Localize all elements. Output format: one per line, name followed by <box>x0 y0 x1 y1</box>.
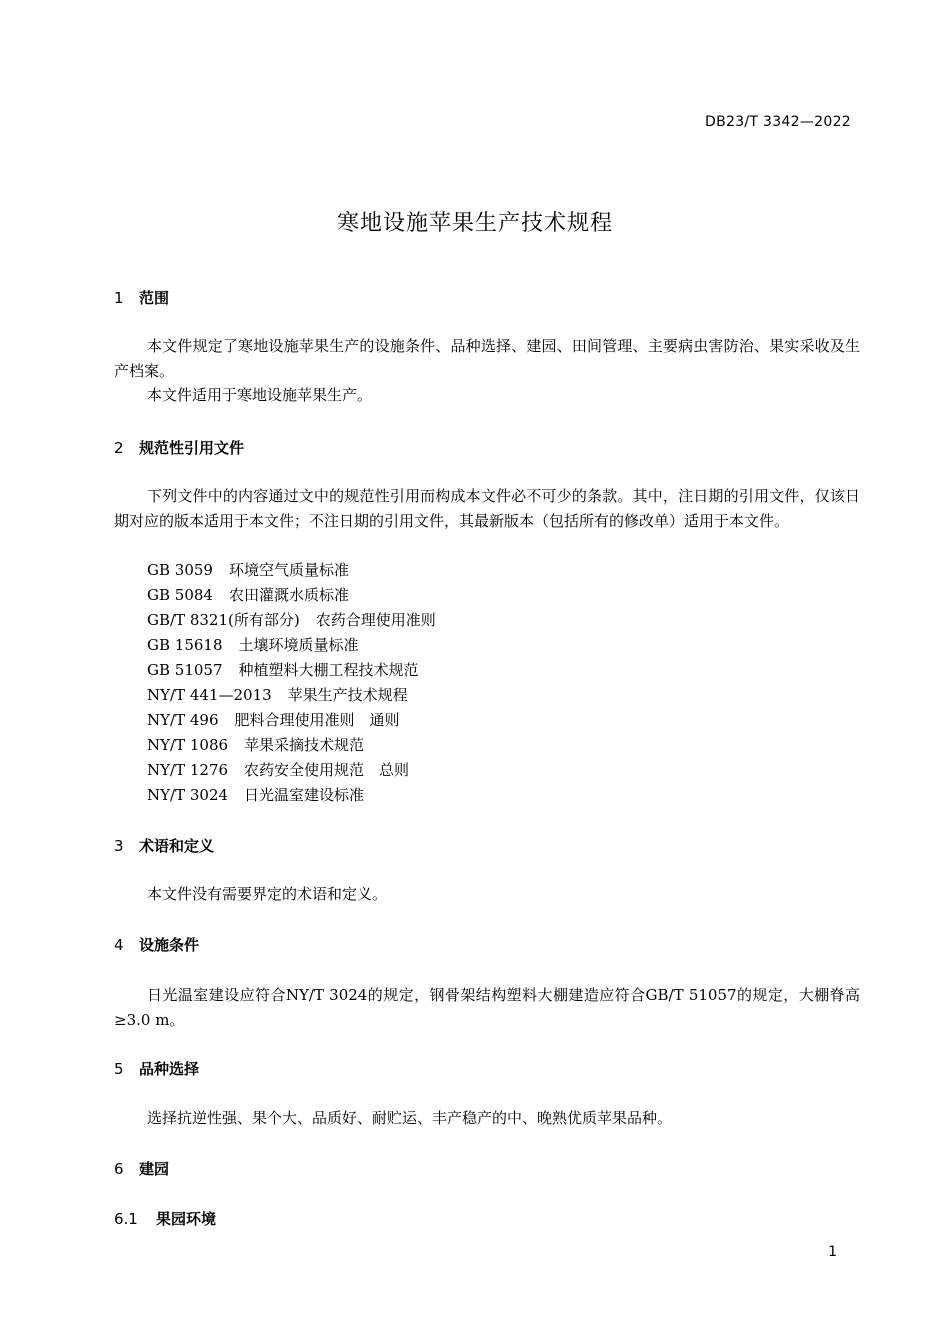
subsection-number: 6.1 <box>114 1210 138 1228</box>
reference-code: GB 15618 <box>147 636 223 654</box>
reference-code: NY/T 496 <box>147 711 219 729</box>
subsection-title: 果园环境 <box>156 1210 217 1228</box>
section-title: 建园 <box>139 1160 170 1178</box>
reference-item <box>147 759 409 781</box>
section-title: 设施条件 <box>139 936 200 954</box>
section-3-heading <box>114 835 214 856</box>
reference-item <box>147 734 364 756</box>
reference-code: NY/T 1086 <box>147 736 229 754</box>
reference-name: 苹果采摘技术规范 <box>244 736 365 754</box>
section-title: 品种选择 <box>139 1060 200 1078</box>
section-number: 1 <box>114 289 124 307</box>
reference-item <box>147 684 408 706</box>
reference-item <box>147 584 349 606</box>
reference-item <box>147 634 359 656</box>
reference-name: 肥料合理使用准则 通则 <box>234 711 400 729</box>
section-title: 规范性引用文件 <box>139 439 245 457</box>
reference-name: 农田灌溉水质标准 <box>228 586 349 604</box>
reference-name: 苹果生产技术规程 <box>287 686 408 704</box>
reference-name: 农药合理使用准则 <box>315 611 436 629</box>
section-1-paragraph-1: 本文件规定了寒地设施苹果生产的设施条件、品种选择、建园、田间管理、主要病虫害防治、果实采收及生产档案。 <box>114 337 860 380</box>
reference-name: 环境空气质量标准 <box>228 561 349 579</box>
reference-item <box>147 659 419 681</box>
section-title: 范围 <box>139 289 170 307</box>
reference-name: 日光温室建设标准 <box>244 786 365 804</box>
reference-code: NY/T 1276 <box>147 761 229 779</box>
reference-item <box>147 559 349 581</box>
reference-item <box>147 784 364 806</box>
reference-item <box>147 709 400 731</box>
document-title: 寒地设施苹果生产技术规程 <box>336 211 613 236</box>
section-number: 5 <box>114 1060 124 1078</box>
reference-code: GB 51057 <box>147 661 223 679</box>
document-code: DB23/T 3342—2022 <box>705 114 851 130</box>
section-6-heading <box>114 1158 169 1179</box>
reference-code: NY/T 3024 <box>147 786 229 804</box>
section-4-heading <box>114 934 199 955</box>
section-number: 4 <box>114 936 124 954</box>
section-number: 6 <box>114 1160 124 1178</box>
reference-name: 土壤环境质量标准 <box>238 636 359 654</box>
page-number: 1 <box>828 1244 837 1260</box>
section-title: 术语和定义 <box>139 837 215 855</box>
subsection-6-1-heading <box>114 1208 216 1229</box>
reference-name: 种植塑料大棚工程技术规范 <box>238 661 419 679</box>
section-1-heading <box>114 287 169 308</box>
section-number: 2 <box>114 439 124 457</box>
reference-code: GB 3059 <box>147 561 213 579</box>
section-5-paragraph-1: 选择抗逆性强、果个大、品质好、耐贮运、丰产稳产的中、晚熟优质苹果品种。 <box>147 1109 673 1127</box>
reference-code: GB 5084 <box>147 586 213 604</box>
section-5-heading <box>114 1058 199 1079</box>
reference-item <box>147 609 436 631</box>
section-2-heading <box>114 437 244 458</box>
reference-code: GB/T 8321(所有部分) <box>147 611 300 629</box>
section-4-paragraph-1: 日光温室建设应符合NY/T 3024的规定，钢骨架结构塑料大棚建造应符合GB/T 51057的规定，大棚脊高≥3.0 m。 <box>114 986 860 1029</box>
section-1-paragraph-2: 本文件适用于寒地设施苹果生产。 <box>147 386 373 404</box>
section-number: 3 <box>114 837 124 855</box>
section-2-paragraph-1: 下列文件中的内容通过文中的规范性引用而构成本文件必不可少的条款。其中，注日期的引用文件，仅该日期对应的版本适用于本文件；不注日期的引用文件，其最新版本（包括所有的修改单）适用于本文件。 <box>114 487 860 530</box>
reference-name: 农药安全使用规范 总则 <box>244 761 410 779</box>
section-3-paragraph-1: 本文件没有需要界定的术语和定义。 <box>147 885 388 903</box>
reference-code: NY/T 441—2013 <box>147 686 272 704</box>
